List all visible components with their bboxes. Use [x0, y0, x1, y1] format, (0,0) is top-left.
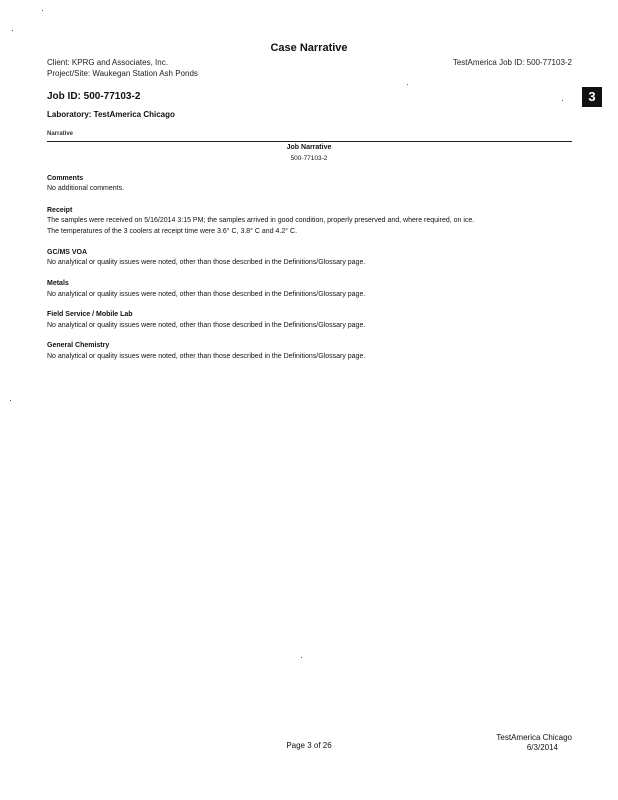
- section-heading-metals: Metals: [47, 280, 69, 287]
- page-number: Page 3 of 26: [286, 741, 332, 750]
- footer-date: 6/3/2014: [526, 743, 558, 752]
- section-heading-general-chemistry: General Chemistry: [47, 342, 110, 349]
- scan-speck: [10, 400, 11, 401]
- scan-speck: [562, 100, 563, 101]
- project-line: Project/Site: Waukegan Station Ash Ponds: [47, 69, 198, 78]
- lab-job-id: TestAmerica Job ID: 500-77103-2: [452, 58, 572, 67]
- section-text-metals: No analytical or quality issues were noted, other than those described in the Definitions/Glossary page.: [47, 291, 366, 298]
- narrative-label: Narrative: [47, 131, 74, 137]
- job-id-heading: Job ID: 500-77103-2: [47, 91, 141, 102]
- job-narrative-subtitle: 500-77103-2: [290, 155, 328, 162]
- section-heading-comments: Comments: [47, 175, 84, 182]
- section-text-receipt-1: The samples were received on 5/16/2014 3:15 PM; the samples arrived in good condition, properly preserved and, where required, on ice.: [47, 217, 475, 224]
- section-heading-field-service: Field Service / Mobile Lab: [47, 311, 133, 318]
- section-text-field-service: No analytical or quality issues were noted, other than those described in the Definitions/Glossary page.: [47, 322, 366, 329]
- divider-rule: [47, 141, 572, 142]
- section-tab-marker: 3: [582, 87, 602, 107]
- section-text-gcms-voa: No analytical or quality issues were noted, other than those described in the Definitions/Glossary page.: [47, 259, 366, 266]
- client-line: Client: KPRG and Associates, Inc.: [47, 58, 168, 67]
- page-title: Case Narrative: [270, 42, 348, 54]
- section-heading-receipt: Receipt: [47, 207, 73, 214]
- scan-speck: [42, 10, 43, 11]
- laboratory-line: Laboratory: TestAmerica Chicago: [47, 110, 175, 119]
- scan-speck: [12, 30, 13, 31]
- job-narrative-title: Job Narrative: [286, 144, 332, 151]
- section-heading-gcms-voa: GC/MS VOA: [47, 249, 88, 256]
- scan-speck: [301, 657, 302, 658]
- section-text-comments: No additional comments.: [47, 185, 125, 192]
- section-text-receipt-2: The temperatures of the 3 coolers at receipt time were 3.6° C, 3.8° C and 4.2° C.: [47, 228, 298, 235]
- section-text-general-chemistry: No analytical or quality issues were noted, other than those described in the Definitions/Glossary page.: [47, 353, 366, 360]
- scan-speck: [407, 84, 408, 85]
- footer-lab: TestAmerica Chicago: [496, 733, 572, 742]
